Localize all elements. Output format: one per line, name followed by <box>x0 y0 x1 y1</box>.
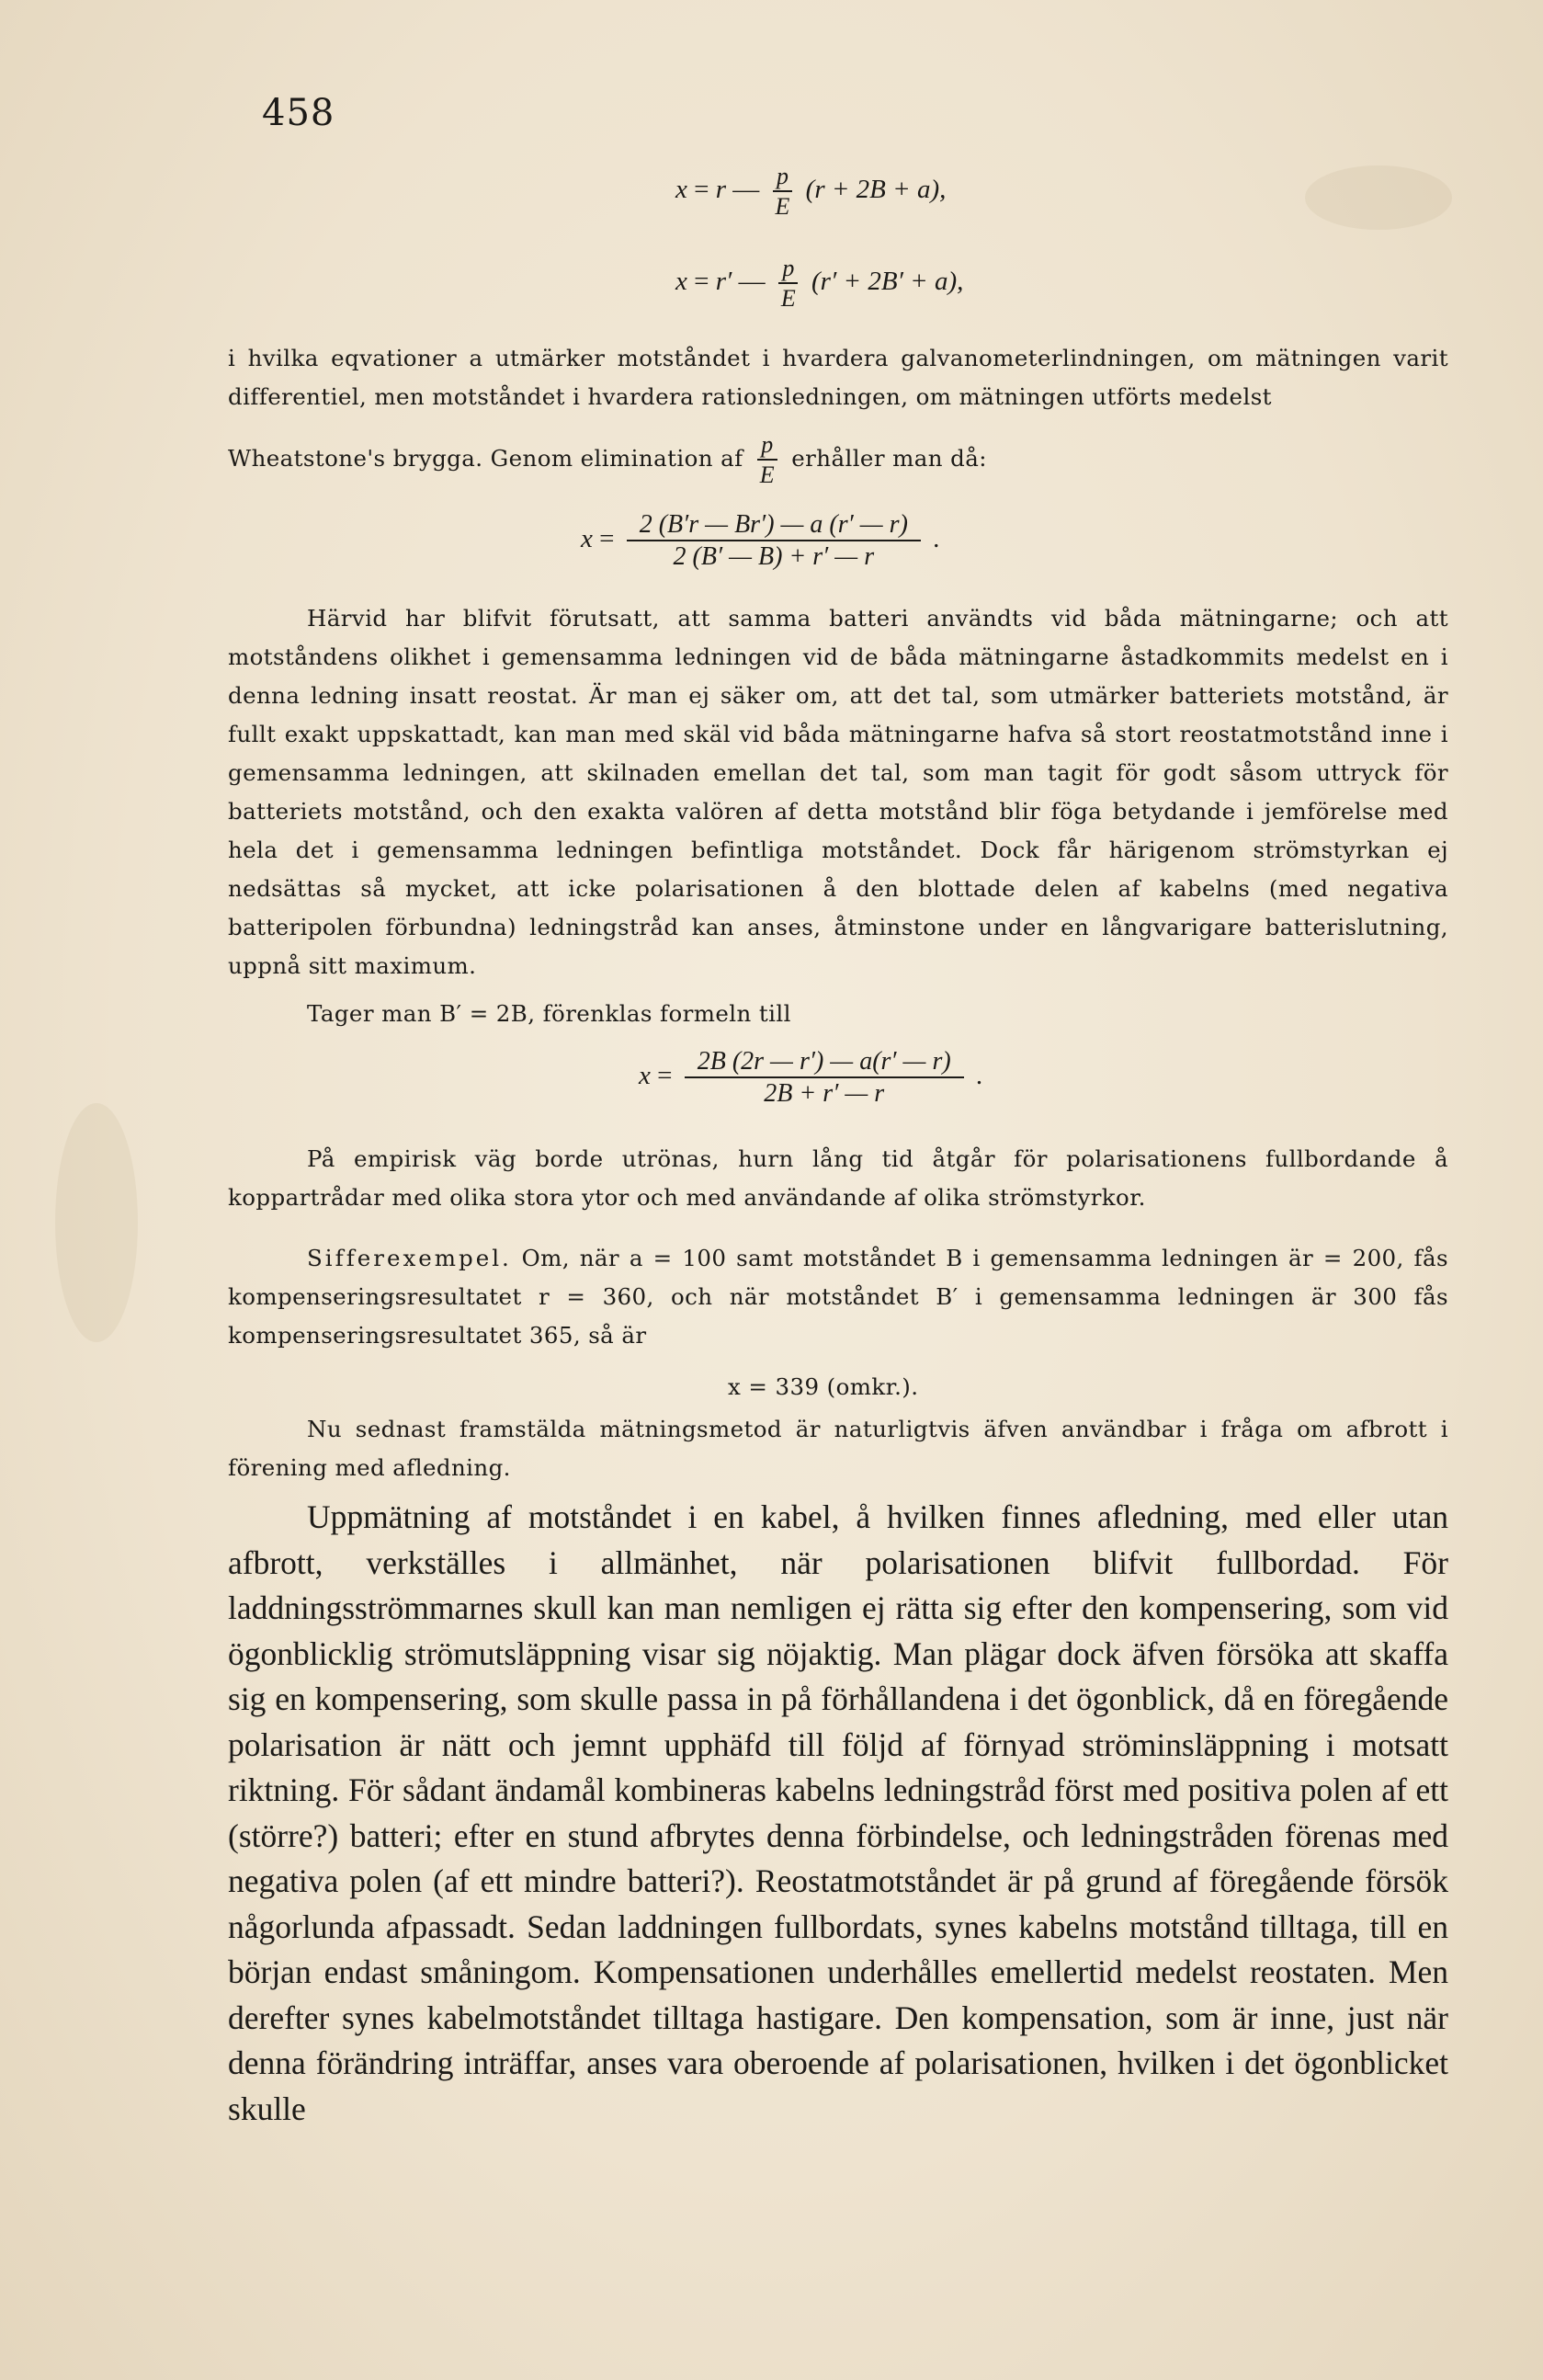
equation-1 <box>675 164 946 220</box>
equation-3 <box>581 511 939 571</box>
eq-operator: = <box>694 266 709 296</box>
eq-operator: = <box>694 174 709 204</box>
paragraph-method-note <box>228 1410 1448 1487</box>
result-line: x = 339 (omkr.). <box>728 1373 919 1400</box>
eq-minus: — <box>738 266 766 296</box>
fraction-denominator: E <box>780 285 796 313</box>
fraction-numerator: p <box>773 164 792 192</box>
paragraph-assumptions <box>228 599 1448 985</box>
eq-parenthetical: (r + 2B + a), <box>805 174 947 204</box>
fraction-denominator: E <box>759 461 776 489</box>
fraction <box>685 1048 964 1108</box>
fraction-numerator: p <box>757 432 777 461</box>
example-label: Sifferexempel. <box>307 1245 512 1271</box>
fraction-numerator: 2 (B′r — Br′) — a (r′ — r) <box>627 511 921 541</box>
elimination-text: Wheatstone's brygga. Genom elimination af <box>228 444 743 472</box>
paragraph-text: i hvilka eqvationer a utmärker motståndet i hvardera galvanometerlindningen, om mätningen varit differentiel, men motståndet i hvardera rationsledningen, om mätningen utförts medelst <box>228 345 1448 410</box>
fraction-denominator: 2B + r′ — r <box>764 1079 885 1109</box>
eq-parenthetical: (r′ + 2B′ + a), <box>811 266 964 296</box>
eq-lhs: x <box>675 174 687 204</box>
fraction-denominator: E <box>775 193 790 221</box>
eq-lhs: x <box>675 266 687 296</box>
fraction-numerator: 2B (2r — r′) — a(r′ — r) <box>685 1048 964 1078</box>
eq-operator: = <box>599 524 615 554</box>
fraction-numerator: p <box>778 256 798 284</box>
fraction <box>772 164 794 220</box>
equation-2 <box>675 256 963 312</box>
paragraph-text: Om, när a = 100 samt motståndet B i gemensamma ledningen är = 200, fås kompenseringsresultatet r = 360, och när motståndet B′ i gemensamma ledningen är 300 fås kompenseringsresultatet 365, så är <box>228 1245 1448 1349</box>
eq-tail: . <box>975 1061 983 1091</box>
fraction-denominator: 2 (B′ — B) + r′ — r <box>673 542 875 572</box>
fraction-p-over-e <box>756 432 778 488</box>
paragraph-simplification <box>228 995 1448 1033</box>
eq-term: r <box>715 174 727 204</box>
eq-term: r′ <box>715 266 732 296</box>
paper-stain <box>55 1103 138 1342</box>
paragraph-text: Uppmätning af motståndet i en kabel, å hvilken finnes afledning, med eller utan afbrott, verkställes i allmänhet, när polarisationen blifvit fullbordad. För laddningsströmmarnes skull kan man nemligen ej rätta sig efter den kompensering, som vid ögonblicklig strömutsläppning visar sig nöjaktig. Man plägar dock äfven försöka att skaffa sig en kompensering, som skulle passa in på förhållandena i det ögonblick, då en föregående polarisation är nätt och jemnt upphäfd till följd af förnyad ströminsläppning i motsatt riktning. För sådant ändamål kombineras kabelns ledningstråd först med positiva polen af ett (större?) batteri; efter en stund afbrytes denna förbindelse, och ledningstråden förenas med negativa polen (af ett mindre batteri?). Reostatmotståndet är på grund af föregående försök någorlunda afpassadt. Sedan laddningen fullbordats, synes kabelns motstånd tilltaga, till en början endast småningom. Kompensationen underhålles emellertid medelst reostaten. Men derefter synes kabelmotståndet tilltaga hastigare. Den kompensation, som är inne, just när denna förändring inträffar, anses vara oberoende af polarisationen, hvilken i det ögonblicket skulle <box>228 1498 1448 2127</box>
fraction <box>627 511 921 571</box>
paragraph-text: På empirisk väg borde utrönas, hurn lång tid åtgår för polarisationens fullbordande å koppartrådar med olika stora ytor och med användande af olika strömstyrkor. <box>228 1145 1448 1211</box>
equation-4 <box>639 1048 982 1108</box>
main-paragraph <box>228 1495 1448 2132</box>
paragraph-text: Härvid har blifvit förutsatt, att samma batteri användts vid båda mätningarne; och att motståndens olikhet i gemensamma ledningen vid de båda mätningarne åstadkommits medelst en i denna ledning insatt reostat. Är man ej säker om, att det tal, som utmärker batteriets motstånd, är fullt exakt uppskattadt, kan man med skäl vid båda mätningarne hafva så stort reostatmotstånd inne i gemensamma ledningen, att skilnaden emellan det tal, som man tagit för godt såsom uttryck för batteriets motstånd, och den exakta valören af detta motstånd blir föga betydande i jemförelse med hela det i gemensamma ledningen befintliga motståndet. Dock får härigenom strömstyrkan ej nedsättas så mycket, att icke polarisationen å den blottade delen af kabelns (med negativa batteripolen förbundna) ledningstråd kan anses, åtminstone under en långvarigare batterislutning, uppnå sitt maximum. <box>228 605 1448 979</box>
elimination-line <box>228 432 987 488</box>
paper-stain <box>1305 165 1452 230</box>
paragraph-equations-description <box>228 339 1448 416</box>
eq-lhs: x <box>639 1061 651 1091</box>
page-number: 458 <box>262 92 335 134</box>
eq-operator: = <box>657 1061 673 1091</box>
paragraph-empirical <box>228 1140 1448 1217</box>
paragraph-numeric-example <box>228 1239 1448 1355</box>
paragraph-text: Nu sednast framstälda mätningsmetod är naturligtvis äfven användbar i fråga om afbrott i förening med afledning. <box>228 1416 1448 1481</box>
eq-minus: — <box>732 174 760 204</box>
eq-lhs: x <box>581 524 593 554</box>
eq-tail: . <box>933 524 940 554</box>
fraction <box>777 256 800 312</box>
elimination-text-end: erhåller man då: <box>791 444 987 472</box>
paragraph-text: Tager man B′ = 2B, förenklas formeln till <box>307 1000 791 1027</box>
